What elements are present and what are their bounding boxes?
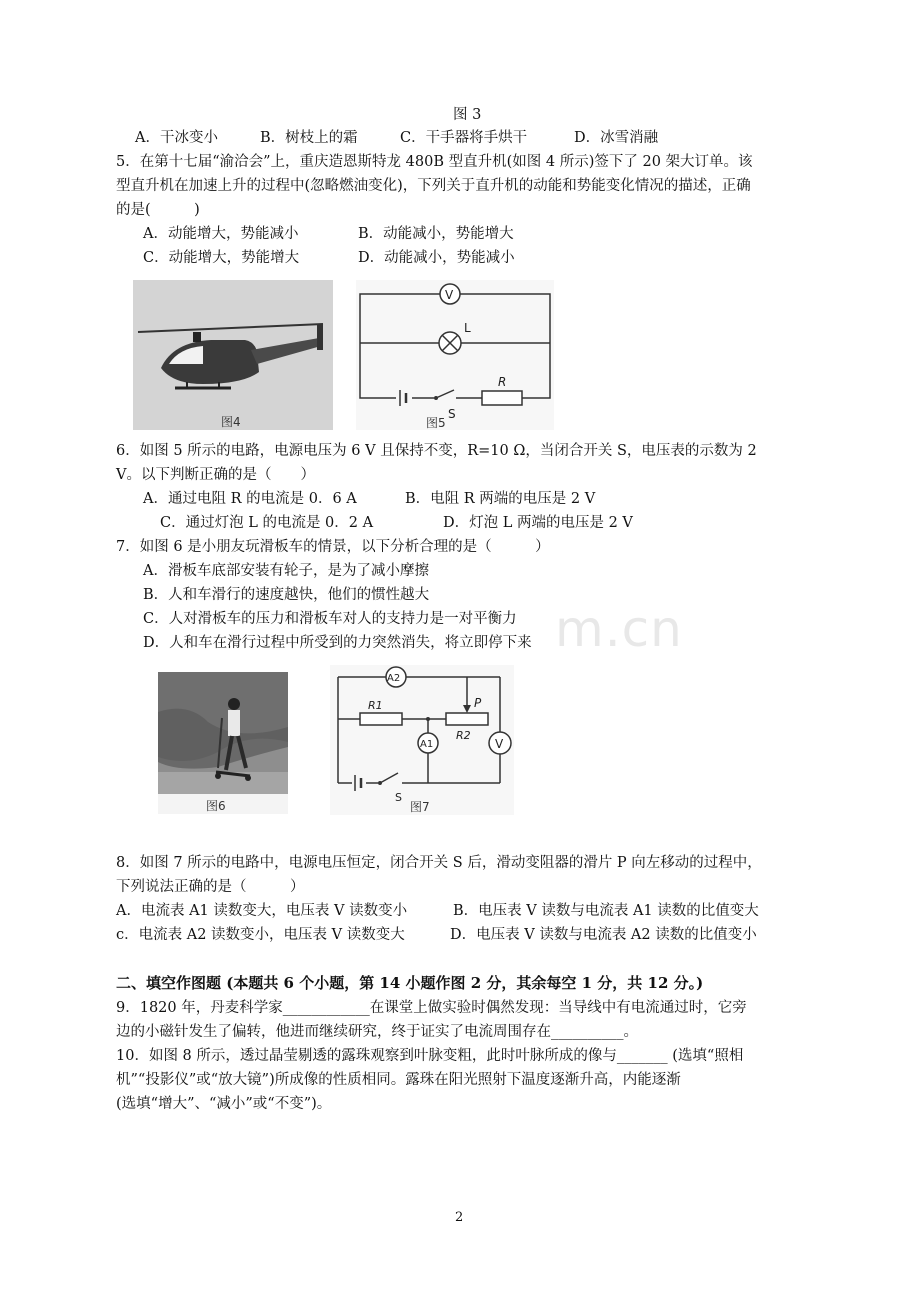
- resistor-r1: [360, 713, 402, 725]
- figure-6-scooter-photo: [158, 672, 288, 814]
- voltmeter-label: V: [445, 288, 454, 302]
- q8-option-b: B．电压表 V 读数与电流表 A1 读数的比值变大: [453, 903, 759, 919]
- figure-3-caption: 图 3: [453, 107, 482, 123]
- q9-line-1: 9．1820 年，丹麦科学家____________在课堂上做实验时偶然发现：当导线中有电流通过时，它旁: [116, 1000, 747, 1016]
- q10-line-1: 10．如图 8 所示，透过晶莹剔透的露珠观察到叶脉变粗，此时叶脉所成的像与_______ (选填“照相: [116, 1048, 744, 1064]
- q10-line-2: 机”“投影仪”或“放大镜”)所成像的性质相同。露珠在阳光照射下温度逐渐升高，内能逐渐: [116, 1072, 681, 1088]
- figure-5-circuit: [356, 280, 554, 430]
- q8-option-c: c．电流表 A2 读数变小，电压表 V 读数变大: [116, 927, 405, 943]
- lamp-label: L: [464, 321, 471, 335]
- resistor: [482, 391, 522, 405]
- slider-p-label: P: [474, 696, 482, 710]
- q10-line-3: (选填“增大”、“减小”或“不变”)。: [116, 1096, 332, 1112]
- q5-option-d: D．动能减小，势能减小: [358, 250, 515, 266]
- ammeter-a1-label: A1: [420, 739, 434, 750]
- q5-stem-line-2: 型直升机在加速上升的过程中(忽略燃油变化)，下列关于直升机的动能和势能变化情况的描述，正确: [116, 178, 751, 194]
- figure-7-label: 图7: [410, 800, 430, 814]
- q8-stem-line-1: 8．如图 7 所示的电路中，电源电压恒定，闭合开关 S 后，滑动变阻器的滑片 P 向左移动的过程中，: [116, 855, 762, 871]
- voltmeter-label: V: [495, 737, 504, 751]
- resistor-label: R: [498, 375, 507, 389]
- figure-4-helicopter-photo: [133, 280, 333, 430]
- figure-5-label: 图5: [426, 416, 446, 430]
- q6-option-d: D．灯泡 L 两端的电压是 2 V: [443, 515, 633, 531]
- section-2-heading: 二、填空作图题 (本题共 6 个小题，第 14 小题作图 2 分，其余每空 1 分，共 12 分。): [116, 974, 704, 992]
- rheostat-r2-label: R2: [456, 729, 471, 742]
- page-number: 2: [455, 1210, 464, 1225]
- q4-option-b: B．树枝上的霜: [260, 130, 358, 146]
- q7-option-b: B．人和车滑行的速度越快，他们的惯性越大: [143, 587, 430, 603]
- q4-option-d: D．冰雪消融: [574, 130, 659, 146]
- q5-option-c: C．动能增大，势能增大: [143, 250, 300, 266]
- figure-7-circuit: [330, 665, 514, 815]
- q5-stem-line-1: 5．在第十七届“渝洽会”上，重庆造恩斯特龙 480B 型直升机(如图 4 所示)签下了 20 架大订单。该: [116, 154, 753, 170]
- q4-option-a: A．干冰变小: [135, 130, 218, 146]
- switch-label: S: [448, 407, 456, 421]
- ammeter-a2-label: A2: [387, 673, 401, 684]
- q8-option-a: A．电流表 A1 读数变大，电压表 V 读数变小: [116, 903, 408, 919]
- q5-option-a: A．动能增大，势能减小: [143, 226, 299, 242]
- q6-option-b: B．电阻 R 两端的电压是 2 V: [405, 491, 596, 507]
- q9-line-2: 边的小磁针发生了偏转，他进而继续研究，终于证实了电流周围存在__________。: [116, 1024, 638, 1040]
- q6-stem-line-1: 6．如图 5 所示的电路，电源电压为 6 V 且保持不变，R=10 Ω，当闭合开关 S，电压表的示数为 2: [116, 443, 757, 459]
- figure-4-label: 图4: [221, 415, 241, 429]
- q7-option-d: D．人和车在滑行过程中所受到的力突然消失，将立即停下来: [143, 635, 532, 651]
- q6-option-a: A．通过电阻 R 的电流是 0．6 A: [143, 491, 357, 507]
- q8-option-d: D．电压表 V 读数与电流表 A2 读数的比值变小: [450, 927, 757, 943]
- q4-option-c: C．干手器将手烘干: [400, 130, 528, 146]
- figure-6-label: 图6: [206, 799, 226, 813]
- rheostat-r2: [446, 713, 488, 725]
- q6-option-c: C．通过灯泡 L 的电流是 0．2 A: [160, 515, 374, 531]
- q8-stem-line-2: 下列说法正确的是（ ）: [116, 879, 305, 895]
- q7-option-a: A．滑板车底部安装有轮子，是为了减小摩擦: [143, 563, 429, 579]
- q7-stem: 7．如图 6 是小朋友玩滑板车的情景，以下分析合理的是（ ）: [116, 539, 550, 555]
- q7-option-c: C．人对滑板车的压力和滑板车对人的支持力是一对平衡力: [143, 611, 517, 627]
- q6-stem-line-2: V。以下判断正确的是（ ）: [116, 467, 315, 483]
- q5-stem-line-3: 的是( ): [116, 202, 200, 218]
- q5-option-b: B．动能减小，势能增大: [358, 226, 514, 242]
- switch-label: S: [395, 791, 402, 804]
- resistor-r1-label: R1: [368, 699, 383, 712]
- watermark: m.cn: [555, 600, 683, 658]
